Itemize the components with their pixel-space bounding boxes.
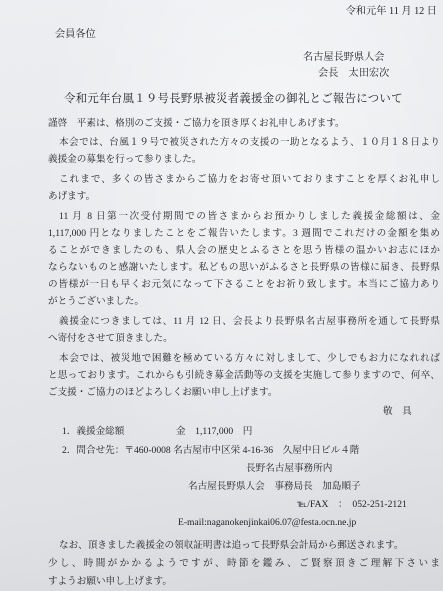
body-line: がとうございました。: [48, 296, 144, 307]
amount-label: 1．義援金総額: [62, 426, 125, 437]
letter-title: 令和元年台風１９号長野県被災者義援金の御礼とご報告について: [64, 93, 403, 105]
body-line: へ寄付をさせて頂きました。: [48, 333, 173, 344]
body-line: 義援金の募集を行って参りました。: [48, 154, 202, 165]
contact-email: E-mail:naganokenjinkai06.07@festa.ocn.ne.jp: [178, 517, 357, 528]
body-line: これまで、多くの皆さまからご協力をお寄せ頂いておりますことを厚くお礼申し: [59, 174, 440, 185]
contact-office: 長野名古屋事務所内: [246, 463, 333, 474]
body-line: すようお願い申し上げます。: [48, 576, 172, 587]
body-line: あげます。: [48, 191, 96, 202]
sender-name: 会長 太田宏次: [318, 68, 390, 79]
body-line: ご支援・ご協力のほどよろしくお願い申し上げます。: [48, 387, 278, 398]
body-line: なお、頂きました義援金の領収証明書は追って長野県会計局から郵送されます。: [59, 540, 404, 551]
closing-phrase: 敬 具: [383, 406, 412, 417]
body-line: の皆様が一日も早くお元気になって下さることをお祈り致します。本当にご協力あり: [48, 279, 440, 290]
contact-person: 名古屋長野県人会 事務局長 加島順子: [188, 481, 361, 492]
body-line: ることができましたのも、県人会の歴史とふるさとを思う皆様の温かいお志にほか: [48, 245, 440, 256]
body-line: と思っております。これからも引続き募金活動等の支援を実施して参りますので、何卒、: [48, 370, 440, 381]
contact-address: 2．問合せ先：〒460-0008 名古屋市中区栄 4-16-36 久屋中日ビル４階: [62, 445, 360, 456]
body-line: 謹啓 平素は、格別のご支援・ご協力を頂き厚くお礼申しあげます。: [48, 118, 345, 129]
contact-tel-fax: ℡/FAX ： 052-251-2121: [297, 499, 407, 510]
addressee: 会員各位: [55, 29, 96, 40]
body-line: 11 月 8 日第一次受付期間での皆さまからお預かりしました義援金総額は、金: [59, 211, 440, 222]
amount-value: 金 1,117,000 円: [176, 426, 253, 437]
sender-organization: 名古屋長野県人会: [303, 52, 385, 63]
body-line: 1,117,000 円となりましたことをご報告いたします。3 週間でこれだけの金額を集め: [48, 228, 440, 239]
body-line: 本会では、台風１９号で被災された方々の支援の一助となるよう、１０月１８日より: [59, 137, 440, 148]
body-line: 義援金につきましては、11 月 12 日、会長より長野県名古屋事務所を通して長野県: [59, 316, 440, 327]
body-line: 本会では、被災地で困難を極めている方々に対しまして、少しでもお力になれれば: [59, 353, 440, 364]
letter-date: 令和元年 11 月 12 日: [345, 6, 437, 17]
body-line: ならないものと感謝いたします。私どもの思いがふるさと長野県の皆様に届き、長野県: [48, 262, 440, 273]
body-line: 少し、時間がかかるようですが、時節を鑑み、ご賢察頂きご理解下さいま: [48, 558, 440, 569]
